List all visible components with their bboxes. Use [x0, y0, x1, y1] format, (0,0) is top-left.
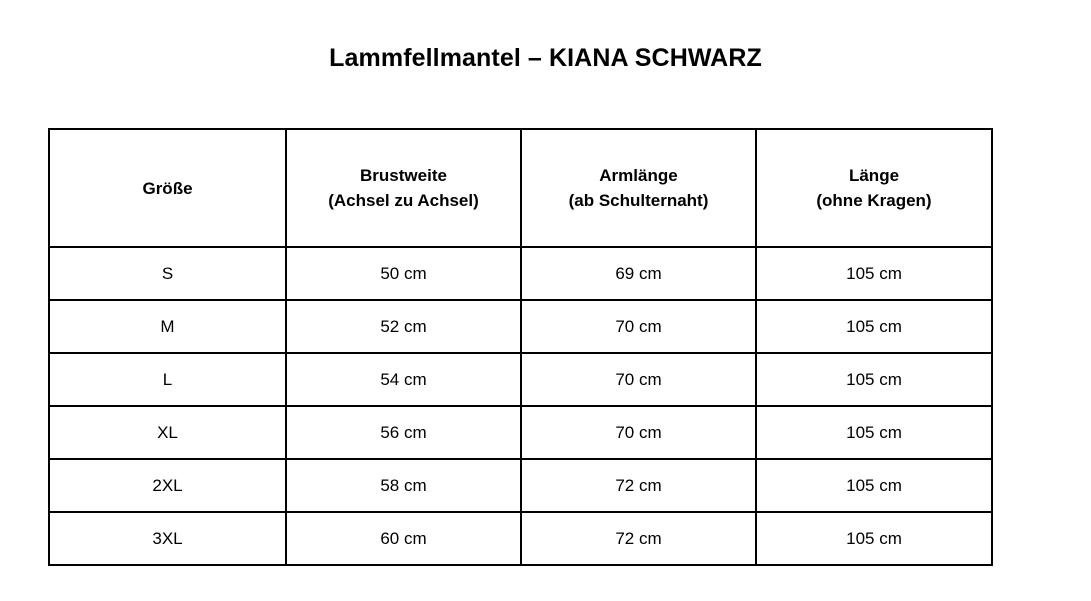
size-chart-table	[48, 128, 993, 566]
cell-length: 105 cm	[756, 247, 992, 300]
cell-length: 105 cm	[756, 353, 992, 406]
column-header-size	[49, 129, 286, 247]
column-header-chest	[286, 129, 521, 247]
table-row	[49, 512, 992, 565]
column-header-chest-line1: Brustweite	[360, 166, 447, 185]
column-header-chest-line2: (Achsel zu Achsel)	[328, 191, 479, 210]
table-row	[49, 300, 992, 353]
cell-sleeve: 72 cm	[521, 459, 756, 512]
column-header-length-line1: Länge	[848, 166, 900, 185]
cell-sleeve: 70 cm	[521, 300, 756, 353]
table-row	[49, 247, 992, 300]
cell-size: XL	[49, 406, 286, 459]
cell-length: 105 cm	[756, 512, 992, 565]
cell-sleeve: 69 cm	[521, 247, 756, 300]
cell-size: L	[49, 353, 286, 406]
table-row	[49, 406, 992, 459]
cell-chest: 58 cm	[286, 459, 521, 512]
cell-sleeve: 70 cm	[521, 353, 756, 406]
table-header-row	[49, 129, 992, 247]
cell-chest: 60 cm	[286, 512, 521, 565]
page-title: Lammfellmantel – KIANA SCHWARZ	[329, 44, 762, 72]
cell-length: 105 cm	[756, 406, 992, 459]
cell-sleeve: 72 cm	[521, 512, 756, 565]
cell-chest: 54 cm	[286, 353, 521, 406]
table-row	[49, 459, 992, 512]
cell-size: 2XL	[49, 459, 286, 512]
cell-chest: 52 cm	[286, 300, 521, 353]
cell-chest: 56 cm	[286, 406, 521, 459]
table-row	[49, 353, 992, 406]
column-header-sleeve	[521, 129, 756, 247]
cell-size: 3XL	[49, 512, 286, 565]
cell-size: S	[49, 247, 286, 300]
cell-sleeve: 70 cm	[521, 406, 756, 459]
table-body	[49, 247, 992, 565]
column-header-length-line2: (ohne Kragen)	[816, 191, 932, 210]
cell-length: 105 cm	[756, 459, 992, 512]
cell-size: M	[49, 300, 286, 353]
cell-length: 105 cm	[756, 300, 992, 353]
column-header-sleeve-line2: (ab Schulternaht)	[568, 191, 709, 210]
column-header-length	[756, 129, 992, 247]
column-header-size-line1: Größe	[142, 178, 193, 198]
column-header-sleeve-line1: Armlänge	[599, 166, 678, 185]
cell-chest: 50 cm	[286, 247, 521, 300]
table-header	[49, 129, 992, 247]
